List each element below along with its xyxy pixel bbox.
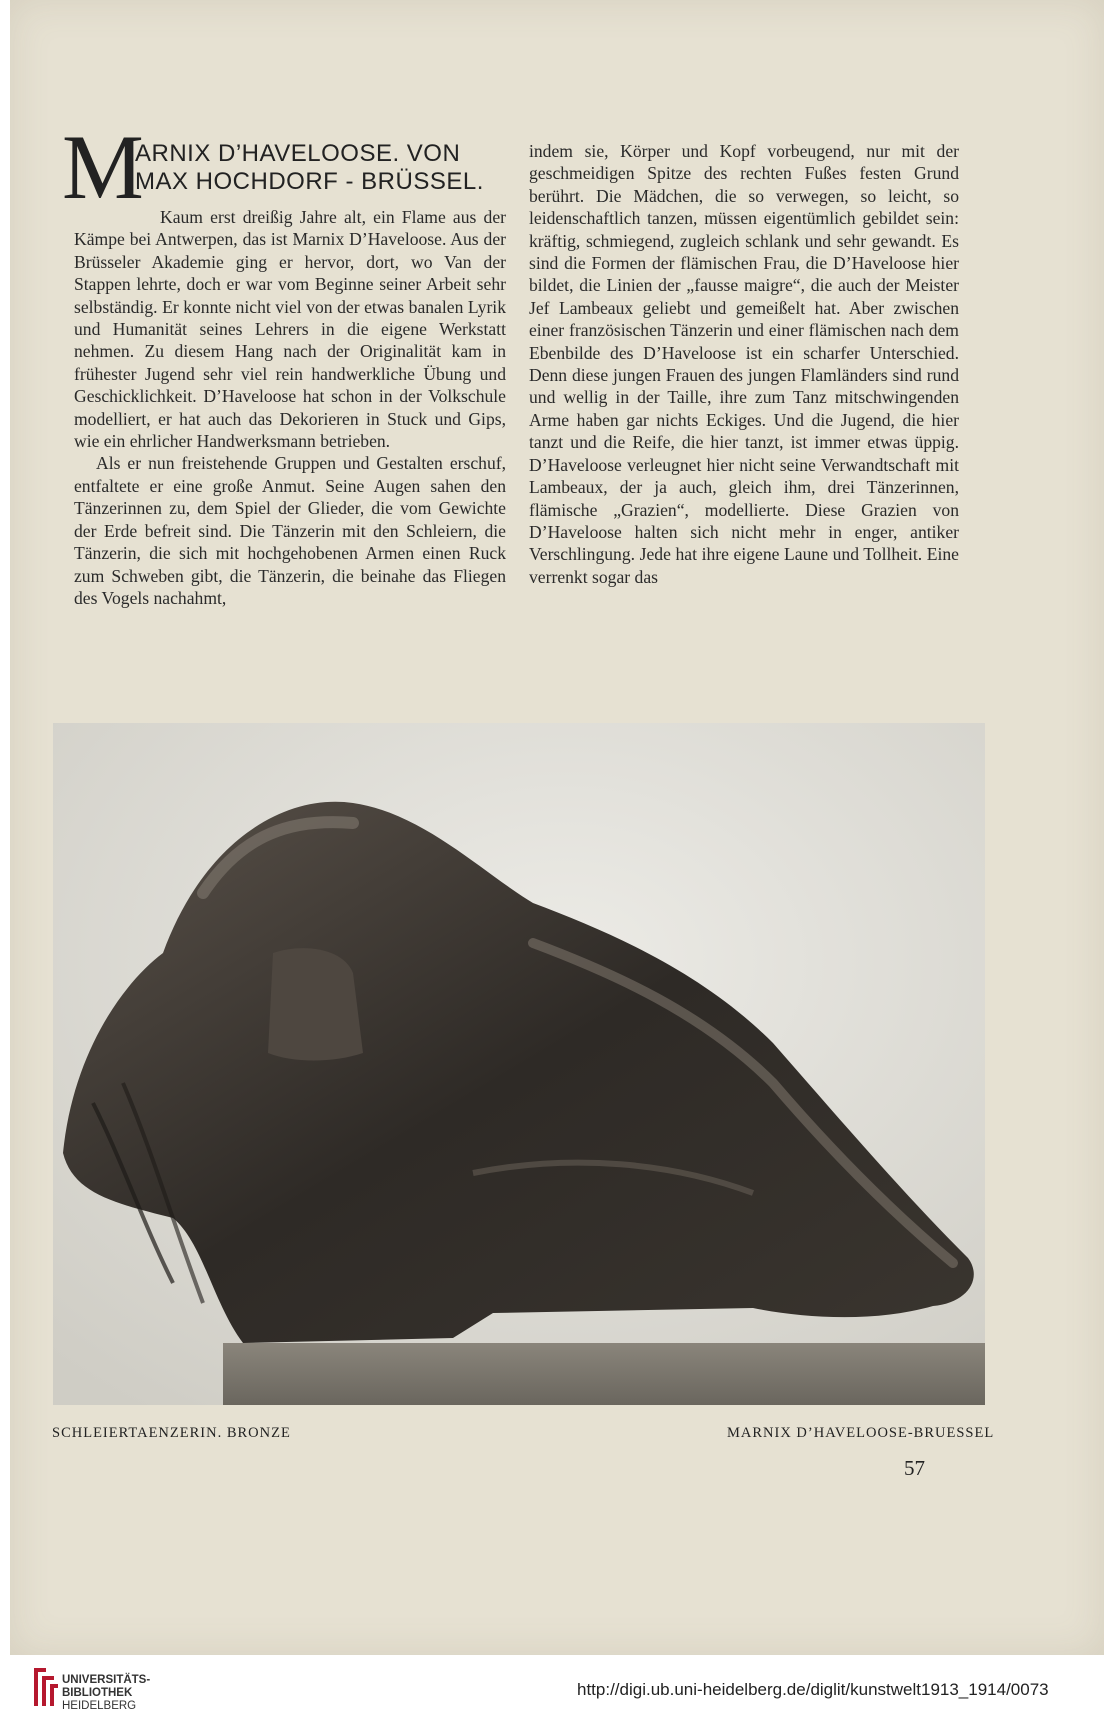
sculpture-photograph [53,723,985,1405]
library-line-2: BIBLIOTHEK [62,1687,133,1699]
article-title-line-1: ARNIX D’HAVELOOSE. VON [135,140,461,167]
library-name [62,1674,150,1713]
library-line-3: HEIDELBERG [62,1700,137,1712]
figure-caption-artist: MARNIX D’HAVELOOSE-BRUESSEL [727,1425,995,1441]
paragraph: Kaum erst dreißig Jahre alt, ein Flame aus der Kämpe bei Antwerpen, das ist Marnix D’Haveloose. Aus der Brüsseler Akademie ging er hervor, dort, wo Van der Stappen lehrte, doch er war vom Beginne seiner Arbeit sehr selbständig. Er konnte nicht viel von der etwas banalen Lyrik und Humanität seines Lehrers in die eigene Werkstatt nehmen. Zu diesem Hang nach der Originalität kam in frühester Jugend sehr viel rein handwerkliche Übung und Geschicklichkeit. D’Haveloose hat schon in der Volkschule modelliert, er hat auch das Dekorieren in Stuck und Gips, wie ein ehrlicher Handwerksmann betrieben. [74,207,506,452]
source-url[interactable]: http://digi.ub.uni-heidelberg.de/diglit/kunstwelt1913_1914/0073 [577,1680,1049,1699]
article-title-line-2: MAX HOCHDORF - BRÜSSEL. [135,168,484,195]
bronze-dancer-image [53,723,985,1405]
figure-caption-title: SCHLEIERTAENZERIN. BRONZE [52,1425,291,1441]
drop-cap: M [62,116,144,218]
paragraph: Als er nun freistehende Gruppen und Gestalten erschuf, entfaltete er eine große Anmut. Seine Augen sahen den Tänzerinnen zu, dem Spiel der Glieder, die vom Gewichte der Erde befreit sind. Die Tänzerin mit den Schleiern, die Tänzerin, die sich mit hochgehobenen Armen einen Ruck zum Schweben gibt, die Tänzerin, die beinahe das Fliegen des Vogels nachahmt, [74,453,506,608]
paragraph: indem sie, Körper und Kopf vorbeugend, nur mit der geschmeidigen Spitze des rechten Fußes festen Grund berührt. Die Mädchen, die so verwegen, so leicht, so leidenschaftlich tanzen, müssen eigentümlich gebildet sein: kräftig, schmiegend, zugleich schlank und sehr gewandt. Es sind die Formen der flämischen Frau, die D’Haveloose hier bildet, die Linien der „fausse maigre“, die auch der Meister Jef Lambeaux geliebt und gemeißelt hat. Aber zwischen einer französischen Tänzerin und einer flämischen nach dem Ebenbilde des D’Haveloose ist ein scharfer Unterschied. Denn diese jungen Frauen des jungen Flamländers sind rund und wellig in der Taille, ihre zum Tanz mitschwingenden Arme haben gar nichts Eckiges. Und die Jugend, die hier tanzt und die Reife, die hier tanzt, ist immer etwas üppig. D’Haveloose verleugnet hier nicht seine Verwandtschaft mit Lambeaux, der ja auch, gleich ihm, drei Tänzerinnen, flämische „Grazien“, modellierte. Diese Grazien von D’Haveloose halten sich nicht mehr in enger, antiker Verschlingung. Jede hat ihre eigene Laune und Tollheit. Eine verrenkt sogar das [529,141,959,587]
university-library-logo-icon [30,1664,60,1710]
page-number: 57 [904,1456,925,1480]
left-text-column [74,206,506,609]
right-text-column [529,140,959,588]
library-line-1: UNIVERSITÄTS- [62,1674,151,1686]
